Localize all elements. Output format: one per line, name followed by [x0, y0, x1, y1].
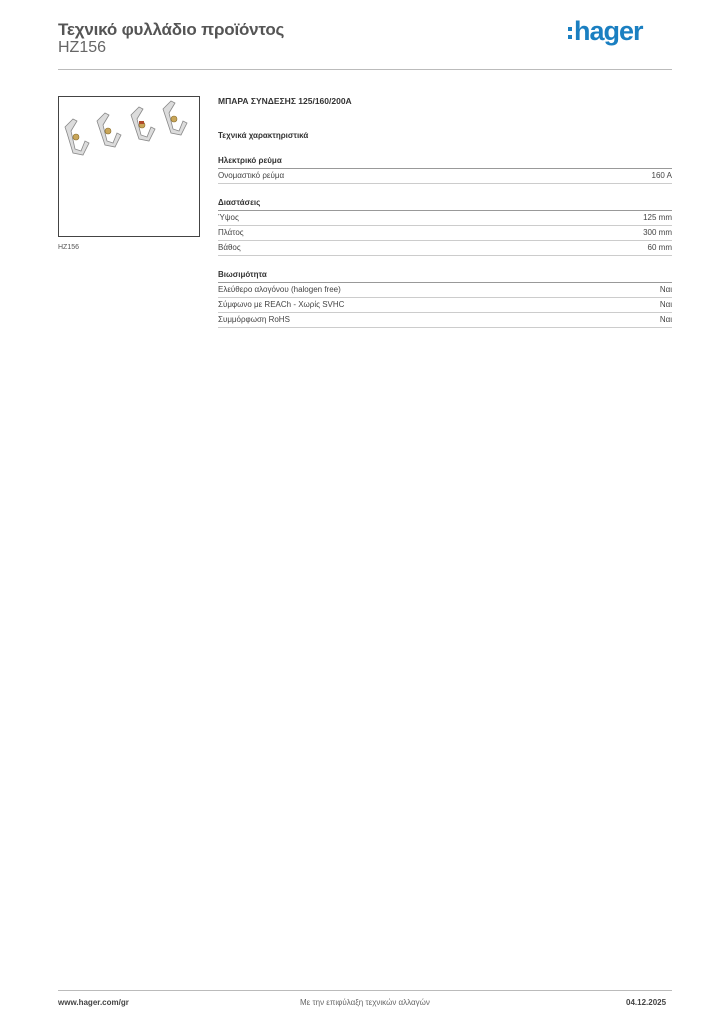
- image-caption: HZ156: [58, 244, 80, 251]
- spec-label: Ονομαστικό ρεύμα: [218, 171, 285, 180]
- spec-row: [218, 313, 672, 328]
- logo-dots-icon: [568, 27, 572, 39]
- spec-group-electrical: [218, 156, 672, 184]
- spec-value: 125 mm: [643, 213, 672, 222]
- spec-group-sustainability: [218, 270, 672, 328]
- spec-row: [218, 241, 672, 256]
- footer-note: Με την επιφύλαξη τεχνικών αλλαγών: [300, 998, 430, 1007]
- spec-row: [218, 298, 672, 313]
- spec-value: 300 mm: [643, 228, 672, 237]
- spec-label: Σύμφωνο με REACh - Χωρίς SVHC: [218, 300, 345, 309]
- footer-website-link[interactable]: www.hager.com/gr: [58, 998, 129, 1007]
- spec-value: 60 mm: [647, 243, 672, 252]
- group-title: Ηλεκτρικό ρεύμα: [218, 156, 672, 169]
- product-image: [58, 96, 200, 237]
- spec-row: [218, 169, 672, 184]
- busbar-illustration: [59, 97, 199, 236]
- spec-label: Ύψος: [218, 213, 239, 222]
- spec-value: 160 A: [651, 171, 672, 180]
- footer-date: 04.12.2025: [626, 998, 667, 1007]
- spec-row: [218, 226, 672, 241]
- footer-divider: [58, 990, 672, 991]
- product-code: HZ156: [58, 39, 107, 56]
- spec-label: Ελεύθερο αλογόνου (halogen free): [218, 285, 341, 294]
- spec-value: Ναι: [659, 285, 672, 294]
- document-title: Τεχνικό φυλλάδιο προϊόντος: [58, 20, 285, 39]
- spec-label: Πλάτος: [218, 228, 244, 237]
- section-title: Τεχνικά χαρακτηριστικά: [218, 131, 309, 140]
- spec-value: Ναι: [659, 315, 672, 324]
- hager-logo: [568, 16, 643, 47]
- group-title: Διαστάσεις: [218, 198, 672, 211]
- spec-row: [218, 211, 672, 226]
- spec-row: [218, 283, 672, 298]
- group-title: Βιωσιμότητα: [218, 270, 672, 283]
- spec-label: Συμμόρφωση RoHS: [218, 315, 290, 324]
- header-divider: [58, 69, 672, 70]
- spec-content: [218, 96, 672, 342]
- spec-value: Ναι: [659, 300, 672, 309]
- spec-group-dimensions: [218, 198, 672, 256]
- product-name: ΜΠΑΡΑ ΣΥΝΔΕΣΗΣ 125/160/200A: [218, 96, 352, 106]
- logo-text: hager: [574, 16, 643, 46]
- spec-label: Βάθος: [218, 243, 241, 252]
